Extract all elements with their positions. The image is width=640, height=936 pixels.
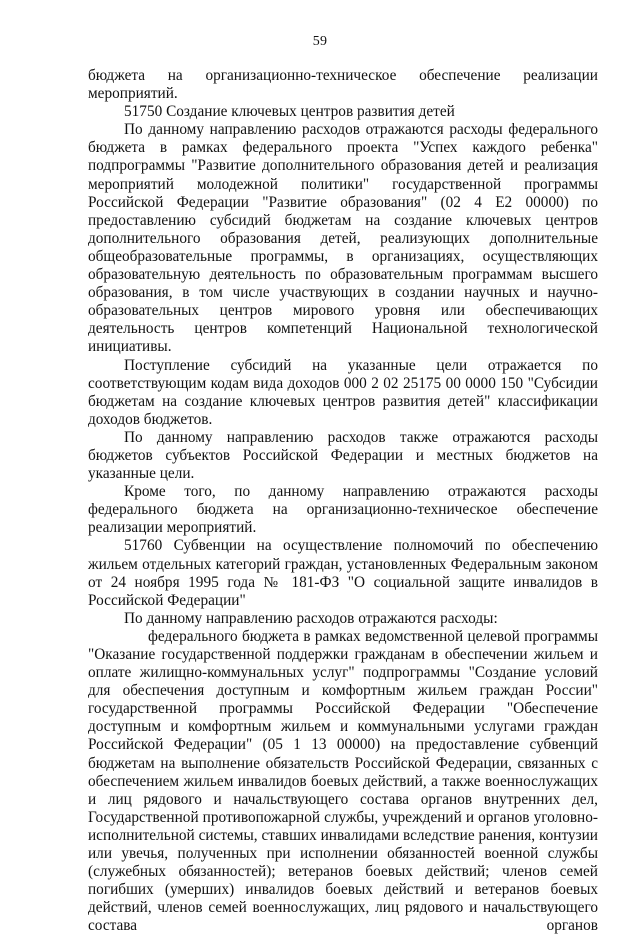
paragraph-51760-intro: По данному направлению расходов отражаются расходы: — [124, 609, 498, 627]
paragraph-51760-federal-budget: федерального бюджета в рамках ведомственной целевой программы "Оказание государственной поддержки гражданам в обеспечении жильем и оплате жилищно-коммунальных услуг" подпрограммы "Создание условий для обеспечения доступным и комфортным жильем граждан России" государственной программы Российской Федерации "Обеспечение доступным и комфортным жильем и коммунальными услугами граждан Российской Федерации" (05 1 13 00000) на предоставление субвенций бюджетам на выполнение обязательств Российской Федерации, связанных с обеспечением жильем инвалидов боевых действий, а также военнослужащих и лиц рядового и начальствующего состава органов внутренних дел, Государственной противопожарной службы, учреждений и органов уголовно-исполнительной системы, ставших инвалидами вследствие ранения, контузии или увечья, полученных при исполнении обязанностей военной службы (служебных обязанностей); ветеранов боевых действий; членов семей погибших (умерших) инвалидов боевых действий и ветеранов боевых действий, членов семей военнослужащих, лиц рядового и начальствующего состава органов — [88, 627, 598, 935]
paragraph-continuation: бюджета на организационно-техническое обеспечение реализации мероприятий. — [88, 67, 598, 103]
document-body — [88, 67, 598, 936]
paragraph-51750-description: По данному направлению расходов отражаются расходы федерального бюджета в рамках федерального проекта "Успех каждого ребенка" подпрограммы "Развитие дополнительного образования детей и реализация мероприятий молодежной политики" государственной программы Российской Федерации "Развитие образования" (02 4 E2 00000) по предоставлению субсидий бюджетам на создание ключевых центров дополнительного образования детей, реализующих дополнительные общеобразовательные программы, в организациях, осуществляющих образовательную деятельность по образовательным программам высшего образования, в том числе участвующих в создании научных и научно-образовательных центров мирового уровня или обеспечивающих деятельность центров компетенций Национальной технологической инициативы. — [88, 121, 598, 356]
paragraph-51750-federal-support: Кроме того, по данному направлению отражаются расходы федерального бюджета на организационно-техническое обеспечение реализации мероприятий. — [88, 483, 598, 537]
section-heading-51760: 51760 Субвенции на осуществление полномочий по обеспечению жильем отдельных категорий граждан, установленных Федеральным законом от 24 ноября 1995 года № 181-ФЗ "О социальной защите инвалидов в Российской Федерации" — [88, 537, 598, 609]
page-number: 59 — [312, 34, 328, 49]
section-heading-51750: 51750 Создание ключевых центров развития детей — [124, 103, 455, 121]
paragraph-51750-income: Поступление субсидий на указанные цели отражается по соответствующим кодам вида доходов 000 2 02 25175 00 0000 150 "Субсидии бюджетам на создание ключевых центров развития детей" классификации доходов бюджетов. — [88, 356, 598, 428]
paragraph-51750-regional: По данному направлению расходов также отражаются расходы бюджетов субъектов Российской Федерации и местных бюджетов на указанные цели. — [88, 428, 598, 483]
